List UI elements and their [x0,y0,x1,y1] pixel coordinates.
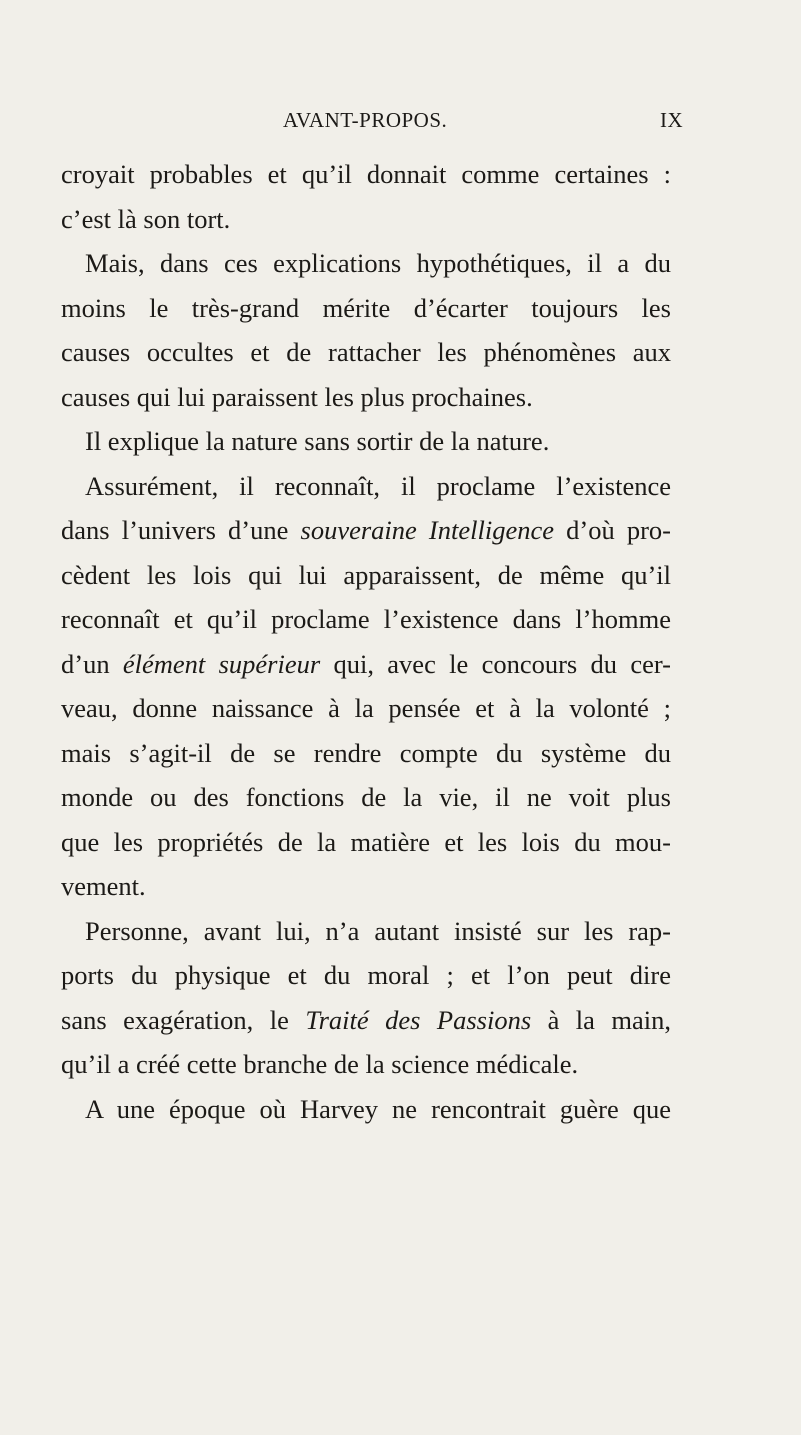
text-line [61,998,671,1043]
text-line: causes qui lui paraissent les plus prochaines. [61,381,533,412]
text-line: Personne, avant lui, n’a autant insisté sur les rap- [85,915,671,946]
body-text [61,152,671,1131]
text-line: cèdent les lois qui lui apparaissent, de même qu’il [61,559,671,590]
paragraph-2 [61,241,671,419]
running-head [0,108,801,138]
running-head-title: AVANT-PROPOS. [283,108,448,132]
text-line [61,642,671,687]
text-line: qu’il a créé cette branche de la science médicale. [61,1049,579,1079]
text-line: croyait probables et qu’il donnait comme certaines : [61,159,671,189]
text-line: A une époque où Harvey ne rencontrait guère que [85,1093,671,1124]
text-line: que les propriétés de la matière et les lois du mou- [61,826,671,857]
text-line: reconnaît et qu’il proclame l’existence dans l’homme [61,604,671,634]
italic-phrase: Traité des Passions [305,1004,532,1035]
text-line: Mais, dans ces explications hypothétiques, il a du [85,248,671,278]
text-line [61,508,671,553]
text-line: monde ou des fonctions de la vie, il ne voit plus [61,782,671,812]
text-run: sans exagération, le [61,1004,289,1035]
text-line: c’est là son tort. [61,203,231,234]
text-run: d’un [61,648,110,679]
text-run: dans l’univers d’une [61,515,289,545]
text-line: mais s’agit-il de se rendre compte du système du [61,737,671,768]
paragraph-1 [61,152,671,241]
paragraph-5 [61,909,671,1087]
paragraph-3 [61,419,671,464]
italic-phrase: élément supérieur [122,648,321,679]
page-number: IX [660,108,684,132]
paragraph-4 [61,464,671,909]
text-line: ports du physique et du moral ; et l’on peut dire [61,960,671,990]
text-line: Assurément, il reconnaît, il proclame l’existence [85,470,671,501]
text-run: d’où pro- [566,515,671,545]
text-line: vement. [61,871,146,901]
italic-phrase: souveraine Intelligence [300,515,554,545]
text-line: veau, donne naissance à la pensée et à la volonté ; [61,693,671,723]
text-line: causes occultes et de rattacher les phénomènes aux [61,337,671,367]
text-line: moins le très-grand mérite d’écarter toujours les [61,292,671,323]
text-run: à la main, [547,1004,671,1035]
text-run: qui, avec le concours du cer- [333,648,672,679]
text-line: Il explique la nature sans sortir de la nature. [85,426,550,456]
paragraph-6 [61,1087,671,1132]
